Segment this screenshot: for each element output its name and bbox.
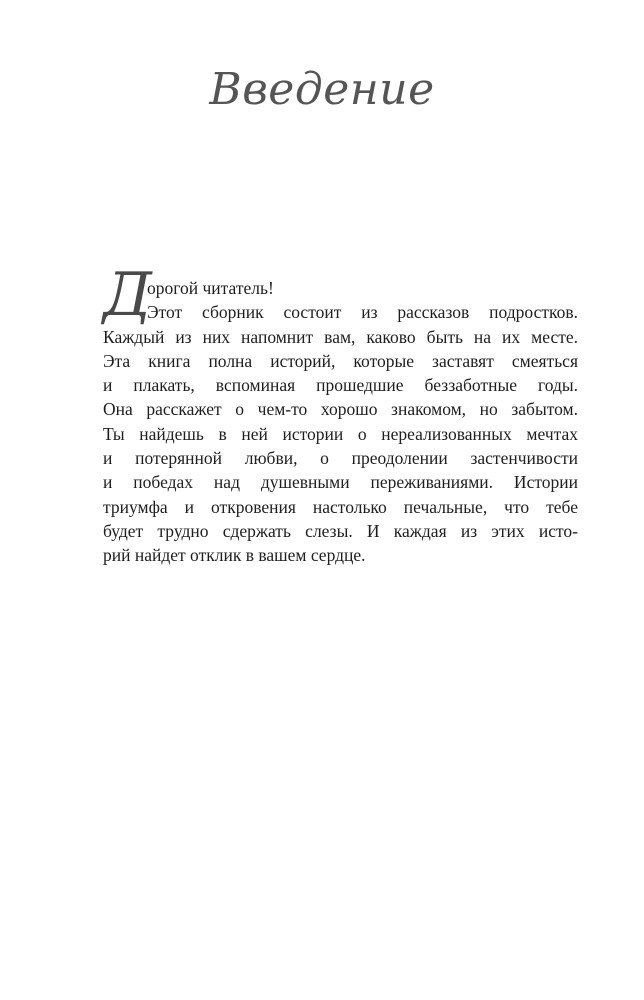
text-line: будет трудно сдержать слезы. И каждая из этих исто- bbox=[103, 520, 578, 541]
text-line: и победах над душевными переживаниями. Истории bbox=[103, 472, 578, 493]
text-line: Она расскажет о чем-то хорошо знакомом, но забытом. bbox=[103, 399, 578, 420]
text-line: Каждый из них напомнит вам, каково быть на их месте. bbox=[103, 326, 578, 347]
drop-cap: Д bbox=[103, 260, 152, 330]
text-line: Ты найдешь в ней истории о нереализованных мечтах bbox=[103, 423, 578, 444]
intro-text bbox=[103, 260, 578, 568]
text-line: рий найдет отклик в вашем сердце. bbox=[103, 545, 366, 566]
text-line: Этот сборник состоит из рассказов подростков. bbox=[147, 302, 578, 323]
text-line: и плакать, вспоминая прошедшие беззаботные годы. bbox=[103, 375, 578, 396]
text-line: триумфа и откровения настолько печальные, что тебе bbox=[103, 496, 578, 517]
text-line: Эта книга полна историй, которые заставят смеяться bbox=[103, 350, 578, 371]
text-line: и потерянной любви, о преодолении застенчивости bbox=[103, 448, 578, 469]
salutation-text: орогой читатель! bbox=[147, 278, 274, 298]
page-title: Введение bbox=[209, 64, 435, 115]
